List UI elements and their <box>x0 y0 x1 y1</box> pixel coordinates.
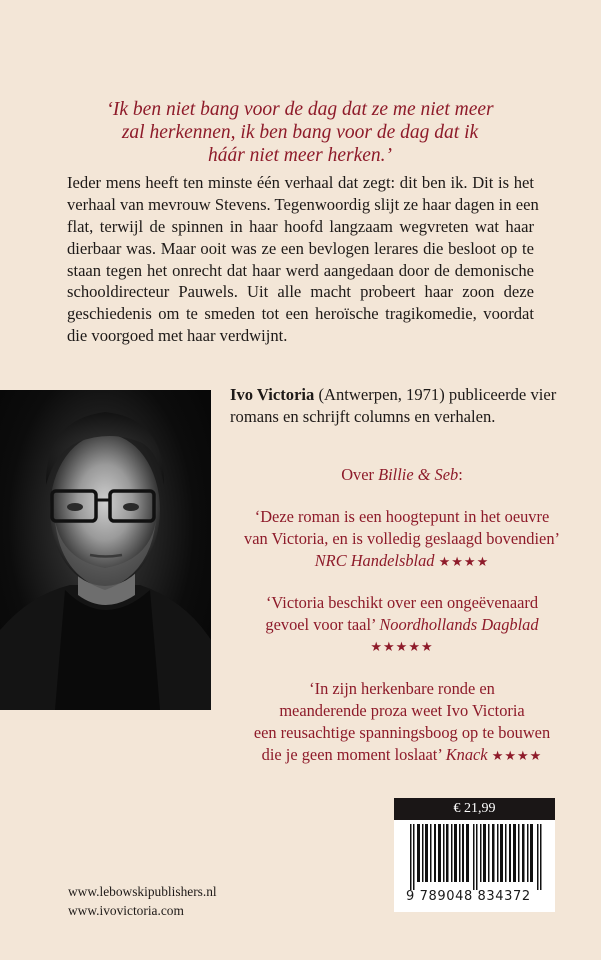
review-text: die je geen moment loslaat’ <box>261 745 446 764</box>
blurb-line: staan tegen het onrecht dat haar werd aangedaan door de demonische <box>67 260 534 280</box>
blurb-line: verhaal van mevrouw Stevens. Tegenwoordig slijt ze haar dagen in een <box>67 194 539 214</box>
blurb-line: geschiedenis om te smeden tot een heroïsche tragikomedie, voordat <box>67 304 534 324</box>
reviews-header <box>222 464 582 486</box>
publisher-link[interactable]: www.lebowskipublishers.nl <box>68 884 217 899</box>
author-name: Ivo Victoria <box>230 385 315 404</box>
epigraph-line: ‘Ik ben niet bang voor de dag dat ze me niet meer <box>106 99 494 120</box>
blurb-paragraph <box>67 172 539 347</box>
author-photo <box>0 390 211 710</box>
author-bio <box>230 384 570 428</box>
review-source: NRC Handelsblad <box>314 551 435 570</box>
review-line <box>222 744 582 767</box>
review-noordhollands <box>222 592 582 658</box>
epigraph-quote <box>60 98 540 167</box>
bio-text: (Antwerpen, 1971) publiceerde vier <box>314 385 557 404</box>
reviews-header-book-title: Billie & Seb <box>378 465 459 484</box>
epigraph-line: háár niet meer herken.’ <box>207 145 393 166</box>
barcode-icon <box>410 824 542 890</box>
review-line: meanderende proza weet Ivo Victoria <box>279 701 525 720</box>
bio-line <box>230 384 570 406</box>
star-rating-icon: ★★★★ <box>491 748 543 763</box>
review-line: ‘In zijn herkenbare ronde en <box>309 679 495 698</box>
review-source-line <box>222 550 582 573</box>
star-rating-icon: ★★★★★ <box>370 639 434 654</box>
reviews-header-prefix: Over <box>341 465 379 484</box>
review-text: gevoel voor taal’ <box>265 615 380 634</box>
blurb-line: Ieder mens heeft ten minste één verhaal dat zegt: dit ben ik. Dit is het <box>67 173 534 192</box>
review-line: ‘Deze roman is een hoogtepunt in het oeuvre <box>254 507 550 526</box>
review-line: van Victoria, en is volledig geslaagd bovendien’ <box>244 529 560 548</box>
reviews-header-suffix: : <box>458 465 463 484</box>
isbn-number: 9 789048 834372 <box>406 889 531 904</box>
review-source: Knack <box>445 745 488 764</box>
bio-line: romans en schrijft columns en verhalen. <box>230 407 496 426</box>
author-portrait-illustration <box>0 390 211 710</box>
review-knack <box>222 678 582 767</box>
review-line: een reusachtige spanningsboog op te bouwen <box>253 723 551 742</box>
blurb-line: schooldirecteur Pauwels. Uit alle macht probeert haar zoon deze <box>67 282 534 302</box>
review-line <box>222 614 582 636</box>
website-links <box>68 882 217 920</box>
star-rating-icon: ★★★★ <box>438 554 490 569</box>
review-source: Noordhollands Dagblad <box>379 615 539 634</box>
price-label: € 21,99 <box>394 798 555 820</box>
review-line: ‘Victoria beschikt over een ongeëvenaard <box>265 593 539 612</box>
blurb-line: dierbaar was. Maar ooit was ze een bevlogen lerares die besloot op te <box>67 238 534 258</box>
author-website-link[interactable]: www.ivovictoria.com <box>68 903 184 918</box>
blurb-line: flat, terwijl de spinnen in haar hoofd langzaam wegvreten wat haar <box>67 216 534 236</box>
review-nrc <box>222 506 582 573</box>
blurb-line: die voorgoed met haar verdwijnt. <box>67 326 288 346</box>
epigraph-line: zal herkennen, ik ben bang voor de dag dat ik <box>121 122 479 143</box>
